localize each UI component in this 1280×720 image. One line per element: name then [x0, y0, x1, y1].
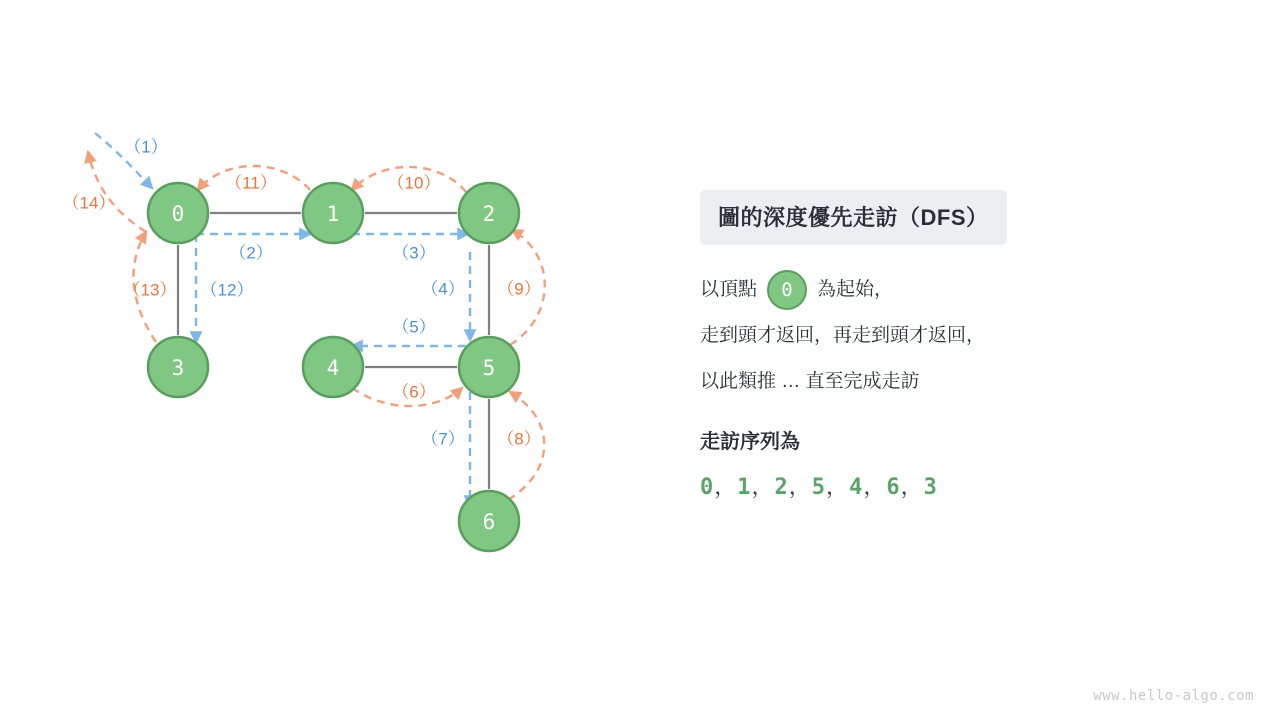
sequence-separator: ， — [900, 475, 924, 500]
step-label-6: （6） — [392, 382, 436, 402]
step-label-10: （10） — [387, 173, 441, 193]
sequence-item: 0 — [700, 475, 715, 500]
sequence-item: 6 — [886, 475, 901, 500]
step-label-12: （12） — [200, 280, 254, 300]
description-line-1-pre: 以頂點 — [700, 279, 758, 300]
node-1[interactable] — [303, 183, 363, 243]
sequence-separator: ， — [863, 475, 887, 500]
node-6-label: 6 — [482, 510, 496, 534]
page-title: 圖的深度優先走訪（DFS） — [718, 205, 989, 230]
sequence-separator: ， — [788, 475, 812, 500]
backtrack-step-14 — [88, 152, 146, 232]
watermark: www.hello-algo.com — [1093, 688, 1254, 704]
node-2-label: 2 — [482, 202, 496, 226]
node-5-label: 5 — [482, 356, 496, 380]
traversal-sequence — [700, 470, 1260, 501]
info-panel — [700, 190, 1260, 501]
step-label-8: （8） — [497, 429, 541, 449]
step-label-7: （7） — [421, 429, 465, 449]
sequence-item: 5 — [811, 475, 827, 500]
node-1-label: 1 — [326, 202, 340, 226]
sequence-separator: ， — [714, 475, 738, 500]
step-label-14: （14） — [62, 193, 116, 213]
node-2[interactable] — [459, 183, 519, 243]
sequence-separator: ， — [751, 475, 775, 500]
node-4[interactable] — [303, 337, 363, 397]
graph-nodes — [148, 183, 519, 551]
step-label-13: （13） — [123, 280, 177, 300]
step-label-4: （4） — [421, 279, 465, 299]
sequence-separator: ， — [826, 475, 850, 500]
sequence-item: 4 — [849, 475, 864, 500]
start-node-chip: 0 — [767, 270, 807, 310]
node-0-label: 0 — [171, 202, 185, 226]
step-label-1: （1） — [124, 137, 168, 157]
node-0[interactable] — [148, 183, 208, 243]
node-5[interactable] — [459, 337, 519, 397]
step-labels — [63, 138, 541, 449]
node-3-label: 3 — [171, 356, 185, 380]
description-line-3: 以此類推 … 直至完成走訪 — [700, 371, 920, 392]
sequence-title: 走訪序列為 — [700, 431, 800, 453]
node-4-label: 4 — [326, 356, 340, 380]
step-label-11: （11） — [225, 173, 277, 193]
description — [700, 275, 1260, 397]
step-label-5: （5） — [392, 317, 436, 337]
description-line-1-post: 為起始， — [817, 279, 894, 300]
sequence-item: 3 — [923, 475, 938, 500]
sequence-item: 1 — [737, 475, 752, 500]
description-line-2: 走到頭才返回，再走到頭才返回， — [700, 325, 986, 346]
node-3[interactable] — [148, 337, 208, 397]
step-label-9: （9） — [497, 279, 541, 299]
panel-title-box — [700, 190, 1007, 245]
description-line-1 — [700, 275, 1260, 305]
sequence-item: 2 — [774, 475, 789, 500]
node-6[interactable] — [459, 491, 519, 551]
step-label-3: （3） — [392, 243, 436, 263]
step-label-2: （2） — [229, 243, 273, 263]
